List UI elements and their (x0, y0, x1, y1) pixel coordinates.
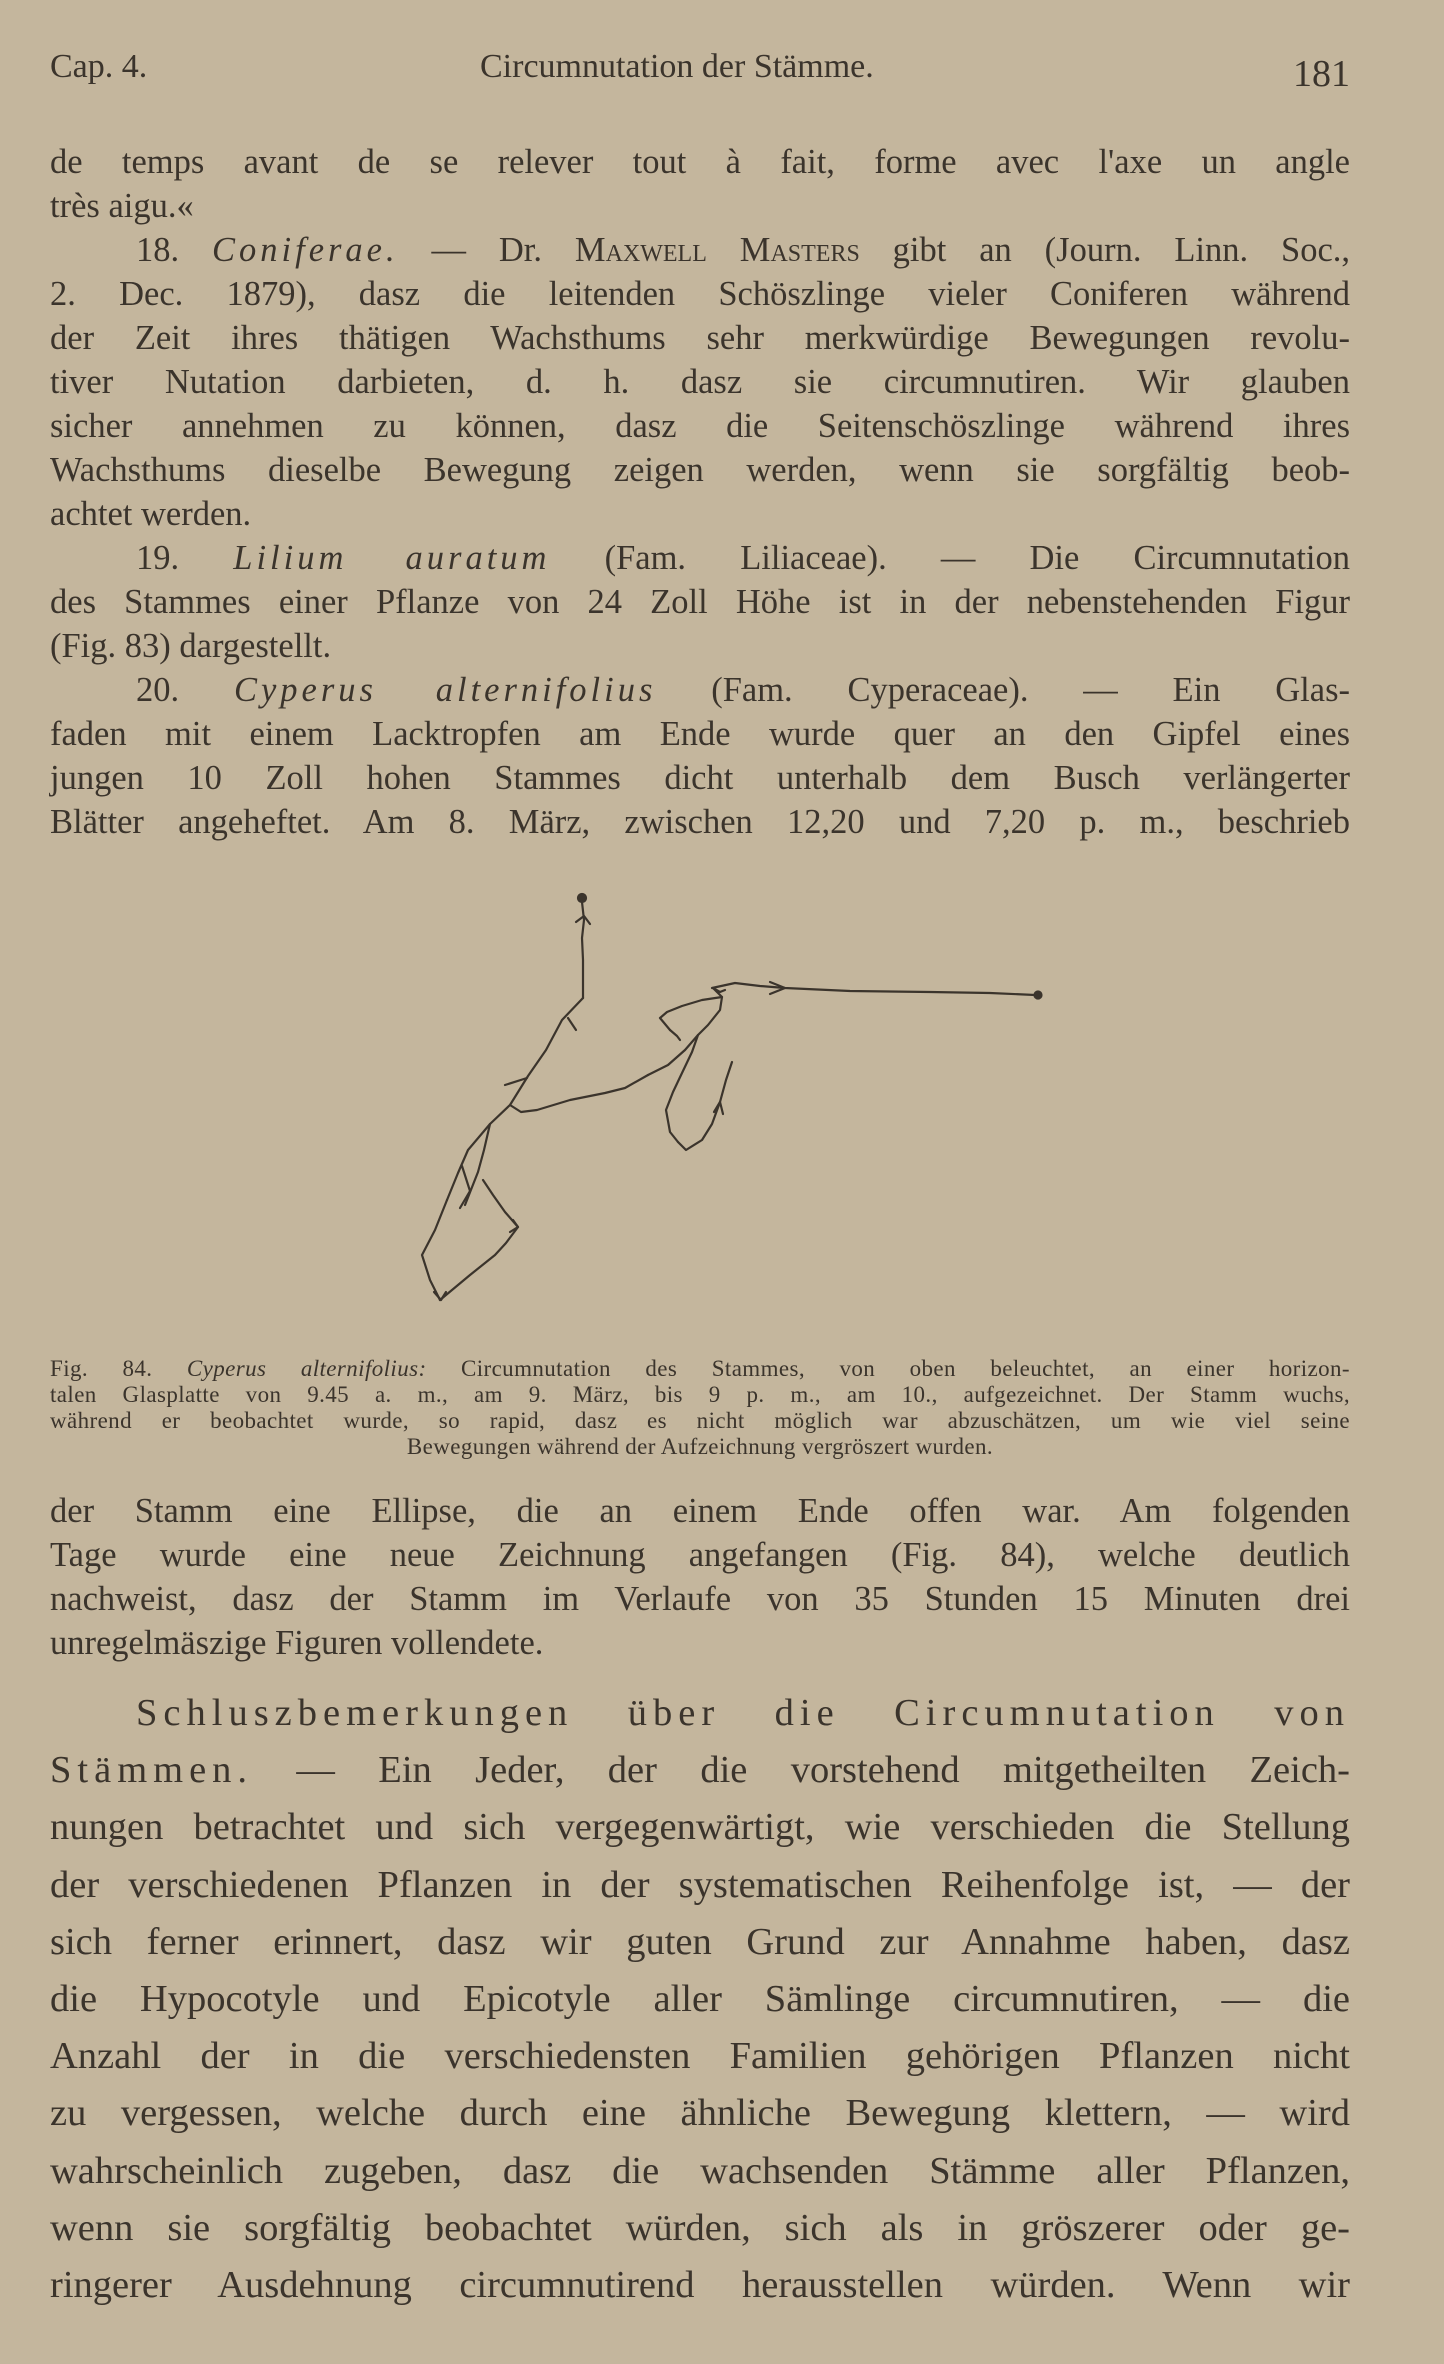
text-line: der verschiedenen Pflanzen in der systematischen Reihenfolge ist, — der (50, 1863, 1350, 1906)
text-line: tiver Nutation darbieten, d. h. dasz sie circumnutiren. Wir glauben (50, 363, 1350, 401)
text-line: der Stamm eine Ellipse, die an einem Ende offen war. Am folgenden (50, 1492, 1350, 1530)
text-line (50, 1742, 1350, 1799)
text-line: unregelmäszige Figuren vollendete. (50, 1624, 544, 1662)
section-heading-end: Stämmen. (50, 1749, 254, 1792)
taxon-name: Lilium auratum (233, 539, 551, 577)
text-line: zu vergessen, welche durch eine ähnliche Bewegung klettern, — wird (50, 2092, 1350, 2135)
text-line: nungen betrachtet und sich vergegenwärtigt, wie verschieden die Stellung (50, 1806, 1350, 1849)
text-line: très aigu.« (50, 187, 194, 225)
text-line: jungen 10 Zoll hohen Stammes dicht unterhalb dem Busch verlängerter (50, 759, 1350, 797)
text-line: (Fig. 83) dargestellt. (50, 627, 332, 665)
caption-line: während er beobachtet wurde, so rapid, dasz es nicht möglich war abzuschätzen, um wie viel seine (50, 1408, 1350, 1433)
text-line: Tage wurde eine neue Zeichnung angefangen (Fig. 84), welche deutlich (50, 1536, 1350, 1574)
caption-line: Bewegungen während der Aufzeichnung vergröszert wurden. (406, 1434, 994, 1459)
text-span: Circumnutation des Stammes, von oben beleuchtet, an einer horizon- (426, 1356, 1350, 1381)
taxon-name: Coniferae. (212, 231, 399, 269)
section-heading: Schluszbemerkungen über die Circumnutation von (136, 1692, 1350, 1734)
text-line: die Hypocotyle und Epicotyle aller Sämlinge circumnutiren, — die (50, 1977, 1350, 2020)
text-span: (Fam. Cyperaceae). — Ein Glas- (656, 671, 1351, 709)
text-line (50, 536, 1350, 580)
page-header (50, 48, 1350, 108)
text-line: des Stammes einer Pflanze von 24 Zoll Höhe ist in der nebenstehenden Figur (50, 583, 1350, 621)
text-block-top (50, 140, 1350, 844)
text-line: achtet werden. (50, 495, 252, 533)
text-line: sich ferner erinnert, dasz wir guten Grund zur Annahme haben, dasz (50, 1920, 1350, 1963)
text-block-middle (50, 1489, 1350, 1665)
taxon-name: Cyperus alternifolius (233, 671, 657, 709)
text-line: wahrscheinlich zugeben, dasz die wachsenden Stämme aller Pflanzen, (50, 2149, 1350, 2192)
text-line: Anzahl der in die verschiedensten Familien gehörigen Pflanzen nicht (50, 2035, 1350, 2078)
figure-label: Fig. 84. (50, 1356, 187, 1381)
text-line: wenn sie sorgfältig beobachtet würden, sich als in gröszerer oder ge- (50, 2206, 1350, 2249)
item-number: 18. (136, 231, 213, 269)
text-line: Wachsthums dieselbe Bewegung zeigen werden, wenn sie sorgfältig beob- (50, 451, 1350, 489)
taxon-name: Cyperus alternifolius: (186, 1356, 427, 1381)
caption-line: talen Glasplatte von 9.45 a. m., am 9. März, bis 9 p. m., am 10., aufgezeichnet. Der Stamm wuchs, (50, 1382, 1350, 1407)
circumnutation-trace-icon (422, 894, 1042, 1300)
circumnutation-figure (330, 880, 1070, 1350)
author-name: Maxwell Masters (574, 231, 860, 269)
text-line: 2. Dec. 1879), dasz die leitenden Schöszlinge vieler Coniferen während (50, 275, 1350, 313)
text-line: de temps avant de se relever tout à fait, forme avec l'axe un angle (50, 143, 1350, 181)
figure-caption (50, 1356, 1350, 1460)
text-line: der Zeit ihres thätigen Wachsthums sehr merkwürdige Bewegungen revolu- (50, 319, 1350, 357)
text-span: gibt an (Journ. Linn. Soc., (859, 231, 1351, 269)
text-line: faden mit einem Lacktropfen am Ende wurde quer an den Gipfel eines (50, 715, 1350, 753)
page-number: 181 (1293, 53, 1350, 95)
text-line: ringerer Ausdehnung circumnutirend herausstellen würden. Wenn wir (50, 2263, 1350, 2306)
running-title: Circumnutation der Stämme. (480, 48, 874, 85)
caption-line (50, 1356, 1350, 1382)
text-line: Blätter angeheftet. Am 8. März, zwischen 12,20 und 7,20 p. m., beschrieb (50, 803, 1350, 841)
text-span: (Fam. Liliaceae). — Die Circumnutation (550, 539, 1351, 577)
text-span: — Ein Jeder, der die vorstehend mitgetheilten Zeich- (253, 1749, 1350, 1792)
item-number: 20. (136, 671, 234, 709)
text-span: — Dr. (398, 231, 575, 269)
text-line (50, 228, 1350, 272)
chapter-label: Cap. 4. (50, 48, 148, 85)
text-line (50, 668, 1350, 712)
text-block-bottom (50, 1685, 1350, 2314)
item-number: 19. (136, 539, 234, 577)
text-line: nachweist, dasz der Stamm im Verlaufe von 35 Stunden 15 Minuten drei (50, 1580, 1350, 1618)
text-line: sicher annehmen zu können, dasz die Seitenschöszlinge während ihres (50, 407, 1350, 445)
